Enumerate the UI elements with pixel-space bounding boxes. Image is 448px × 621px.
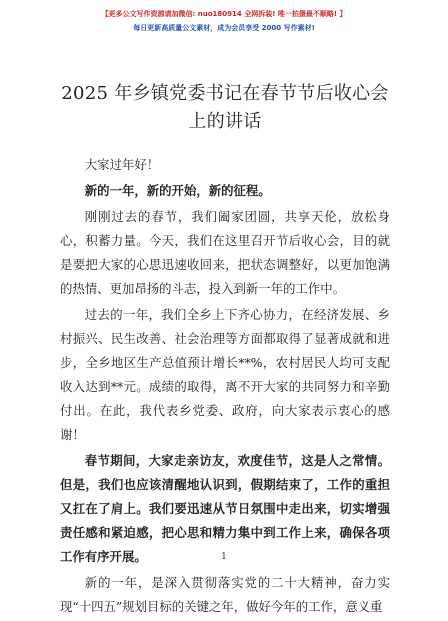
header-banner bbox=[0, 8, 448, 34]
document-body bbox=[60, 80, 390, 621]
banner-line-2: 每日更新高质量公文素材，成为会员享受 2000 写作素材! bbox=[133, 24, 315, 32]
document-title: 2025 年乡镇党委书记在春节节后收心会上的讲话 bbox=[61, 83, 389, 132]
banner-line-1: 【更多公文写作资源请加微信: nuo180914 全网拆装! 唯一拍摄最不顺略! 】 bbox=[101, 10, 347, 18]
paragraph-3: 春节期间，大家走亲访友，欢度佳节，这是人之常情。但是，我们也应该清醒地认识到，假期结束了，工作的重担又扛在了肩上。我们要迅速从节日氛围中走出来，切实增强责任感和紧迫感，把心思和精力集中到工作上来，确保各项工作有序开展。 bbox=[60, 453, 390, 564]
greeting: 大家过年好！ bbox=[84, 157, 160, 172]
paragraph-2: 过去的一年，我们全乡上下齐心协力，在经济发展、乡村振兴、民生改善、社会治理等方面都取得了显著成就和进步，全乡地区生产总值预计增长**%，农村居民人均可支配收入达到**元。成绩的取得，离不开大家的共同努力和辛勤付出。在此，我代表乡党委、政府，向大家表示衷心的感谢！ bbox=[60, 307, 390, 442]
intro-heading: 新的一年，新的开始，新的征程。 bbox=[84, 183, 271, 198]
page-number: 1 bbox=[221, 552, 227, 562]
paragraph-1: 刚刚过去的春节，我们阖家团圆，共享天伦，放松身心，积蓄力量。今天，我们在这里召开节后收心会，目的就是要把大家的心思迅速收回来，把状态调整好，以更加饱满的热情、更加昂扬的斗志，投入到新一年的工作中。 bbox=[60, 209, 390, 296]
paragraph-4: 新的一年，是深入贯彻落实党的二十大精神，奋力实现“十四五”规划目标的关键之年，做好今年的工作，意义重 bbox=[60, 575, 390, 614]
